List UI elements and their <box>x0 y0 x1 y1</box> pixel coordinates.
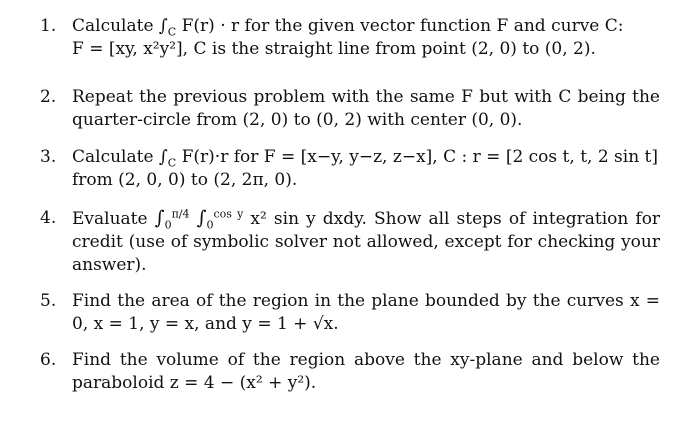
problem-3-line-2: from (2, 0, 0) to (2, 2π, 0). <box>72 170 298 190</box>
problem-5 <box>40 290 660 336</box>
problem-number: 1. <box>40 16 57 36</box>
problem-3-statement: F(r)·r for F = [x−y, y−z, z−x], C : r = [2 cos t, t, 2 sin t] <box>181 147 659 167</box>
problem-1-statement: F(r) · r for the given vector function F and curve C: <box>181 16 624 36</box>
problem-4-intro: Evaluate <box>72 209 148 229</box>
integrand: x² sin y dxdy. <box>250 209 367 229</box>
problem-5-text: Find the area of the region in the plane bounded by the curves x = 0, x = 1, y = x, and y = 1 + √x. <box>72 291 660 334</box>
problem-3 <box>40 146 660 192</box>
problem-1-line-1 <box>72 15 660 38</box>
problem-1 <box>40 15 660 61</box>
problem-2 <box>40 86 660 132</box>
integral-subscript: C <box>167 25 177 39</box>
inner-lower-limit: 0 <box>206 218 214 232</box>
problem-4-instructions: Show all steps of integration for credit (use of symbolic solver not allowed, except for checking your answer). <box>72 209 661 275</box>
outer-lower-limit: 0 <box>164 218 172 232</box>
problem-6-text: Find the volume of the region above the xy-plane and below the paraboloid z = 4 − (x² + y²). <box>72 350 660 393</box>
problem-6 <box>40 349 660 395</box>
problem-4 <box>40 207 660 277</box>
problem-number: 2. <box>40 87 57 107</box>
outer-upper-limit: π/4 <box>171 207 190 221</box>
problem-2-text: Repeat the previous problem with the same F but with C being the quarter-circle from (2, 0) to (0, 2) with center (0, 0). <box>72 87 660 130</box>
integral-sign: ∫ <box>196 207 207 229</box>
problem-1-line-2: F = [xy, x²y²], C is the straight line from point (2, 0) to (0, 2). <box>72 39 596 59</box>
inner-upper-limit: cos y <box>213 207 244 221</box>
problem-number: 4. <box>40 208 57 228</box>
integral-subscript: C <box>167 156 177 170</box>
problem-3-line-1 <box>72 146 660 169</box>
problem-number: 3. <box>40 147 57 167</box>
problem-number: 6. <box>40 350 57 370</box>
problem-3-intro: Calculate ∫ <box>72 147 168 167</box>
integral-sign: ∫ <box>154 207 165 229</box>
problem-4-text <box>72 207 660 277</box>
problem-1-intro: Calculate ∫ <box>72 16 168 36</box>
problem-number: 5. <box>40 291 57 311</box>
